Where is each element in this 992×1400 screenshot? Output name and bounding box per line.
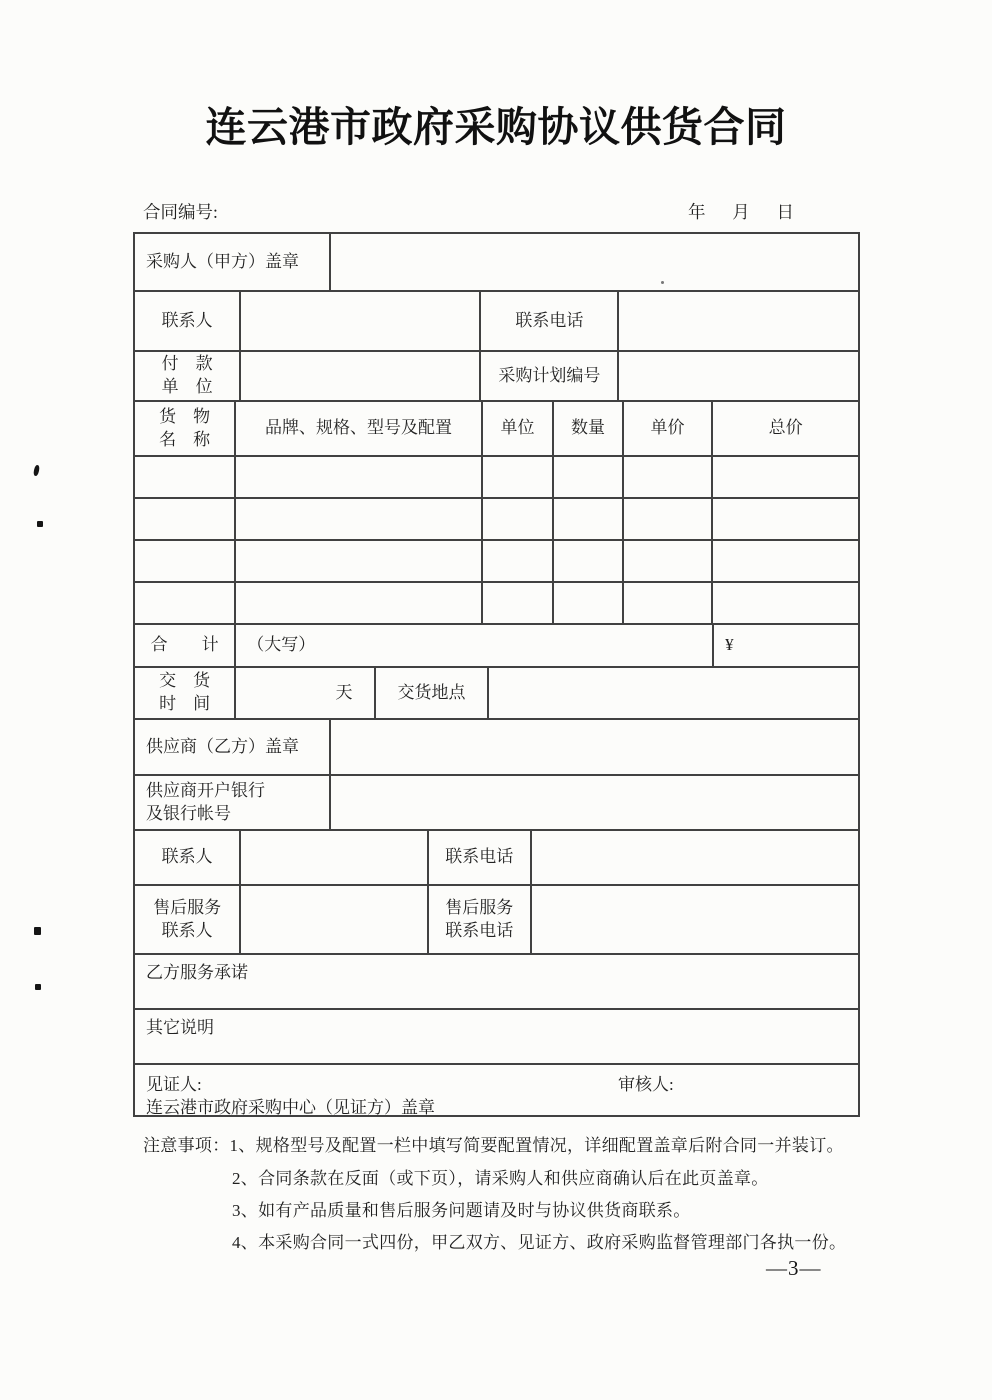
contact-phone-label: 联系电话 bbox=[481, 292, 619, 350]
qty-cell bbox=[554, 499, 623, 539]
goods-row bbox=[135, 499, 858, 541]
supplier-phone-label: 联系电话 bbox=[429, 831, 532, 884]
sum-caps-field: （大写） bbox=[236, 625, 714, 666]
purchaser-contact-row bbox=[135, 292, 858, 352]
purchaser-seal-row bbox=[135, 234, 858, 292]
other-notes-label: 其它说明 bbox=[146, 1018, 214, 1037]
contact-label: 联系人 bbox=[135, 292, 241, 350]
goods-row bbox=[135, 583, 858, 625]
goods-name-cell bbox=[135, 583, 236, 623]
supplier-bank-row bbox=[135, 776, 858, 831]
contract-form-table bbox=[133, 232, 860, 1117]
note-item-3: 3、如有产品质量和售后服务问题请及时与协议供货商联系。 bbox=[232, 1201, 691, 1220]
supplier-contact-field bbox=[241, 831, 428, 884]
spec-header: 品牌、规格、型号及配置 bbox=[236, 402, 483, 455]
goods-name-cell bbox=[135, 457, 236, 497]
qty-cell bbox=[554, 583, 623, 623]
unit-price-cell bbox=[624, 583, 714, 623]
other-notes-row bbox=[135, 1010, 858, 1065]
note-item-2: 2、合同条款在反面（或下页），请采购人和供应商确认后在此页盖章。 bbox=[232, 1169, 769, 1188]
payer-field bbox=[241, 352, 481, 400]
goods-row bbox=[135, 541, 858, 583]
unit-cell bbox=[483, 541, 555, 581]
delivery-row bbox=[135, 668, 858, 720]
after-sales-contact-field bbox=[241, 886, 428, 953]
reviewer-label: 审核人: bbox=[618, 1075, 674, 1094]
after-sales-row bbox=[135, 886, 858, 955]
supplier-seal-field bbox=[331, 720, 858, 774]
scan-mark bbox=[33, 465, 40, 477]
scan-mark bbox=[35, 984, 41, 990]
unit-price-cell bbox=[624, 499, 714, 539]
purchaser-seal-field bbox=[331, 234, 858, 290]
delivery-time-label: 交 货 时 间 bbox=[135, 668, 236, 718]
total-price-cell bbox=[713, 583, 858, 623]
total-price-cell bbox=[713, 499, 858, 539]
spec-cell bbox=[236, 541, 483, 581]
after-sales-phone-label: 售后服务 联系电话 bbox=[429, 886, 532, 953]
witness-label: 见证人: bbox=[146, 1075, 202, 1094]
note-item-4: 4、本采购合同一式四份，甲乙双方、见证方、政府采购监督管理部门各执一份。 bbox=[232, 1233, 847, 1252]
total-price-cell bbox=[713, 541, 858, 581]
witness-cell bbox=[135, 1065, 858, 1115]
spec-cell bbox=[236, 499, 483, 539]
document-title: 连云港市政府采购协议供货合同 bbox=[205, 104, 787, 150]
unit-cell bbox=[483, 583, 555, 623]
unit-price-cell bbox=[624, 457, 714, 497]
date-month-label: 月 bbox=[732, 202, 750, 222]
unit-price-cell bbox=[624, 541, 714, 581]
unit-cell bbox=[483, 457, 555, 497]
qty-header: 数量 bbox=[554, 402, 623, 455]
delivery-days-field: 天 bbox=[236, 668, 376, 718]
date-day-label: 日 bbox=[776, 202, 794, 222]
after-sales-phone-field bbox=[532, 886, 858, 953]
goods-header-row bbox=[135, 402, 858, 457]
service-promise-row bbox=[135, 955, 858, 1010]
supplier-contact-row bbox=[135, 831, 858, 886]
witness-row bbox=[135, 1065, 858, 1115]
qty-cell bbox=[554, 541, 623, 581]
supplier-phone-field bbox=[532, 831, 858, 884]
sum-row bbox=[135, 625, 858, 668]
note-item-1: 注意事项：1、规格型号及配置一栏中填写简要配置情况，详细配置盖章后附合同一并装订。 bbox=[143, 1136, 844, 1155]
scan-mark bbox=[37, 521, 43, 527]
page-number: —3— bbox=[766, 1256, 822, 1280]
total-price-header: 总价 bbox=[768, 418, 803, 438]
delivery-place-field bbox=[489, 668, 858, 718]
date-line bbox=[688, 199, 794, 224]
scan-mark bbox=[34, 927, 41, 935]
contact-field bbox=[241, 292, 481, 350]
date-year-label: 年 bbox=[688, 202, 706, 222]
supplier-bank-label: 供应商开户银行 及银行帐号 bbox=[135, 776, 331, 829]
service-promise-label: 乙方服务承诺 bbox=[146, 963, 248, 982]
unit-price-header: 单价 bbox=[624, 402, 714, 455]
goods-row bbox=[135, 457, 858, 499]
goods-name-cell bbox=[135, 499, 236, 539]
goods-name-header: 货 物 名 称 bbox=[135, 402, 236, 455]
qty-cell bbox=[554, 457, 623, 497]
supplier-bank-field bbox=[331, 776, 858, 829]
witness-line bbox=[146, 1070, 858, 1093]
payer-row bbox=[135, 352, 858, 402]
sum-label: 合 计 bbox=[135, 625, 236, 666]
delivery-place-label: 交货地点 bbox=[376, 668, 488, 718]
plan-no-field bbox=[619, 352, 858, 400]
contact-phone-field bbox=[619, 292, 858, 350]
payer-label: 付 款 单 位 bbox=[135, 352, 241, 400]
scan-mark bbox=[661, 281, 664, 284]
supplier-seal-label: 供应商（乙方）盖章 bbox=[135, 720, 331, 774]
after-sales-contact-label: 售后服务 联系人 bbox=[135, 886, 241, 953]
total-price-cell bbox=[713, 457, 858, 497]
purchaser-seal-label: 采购人（甲方）盖章 bbox=[135, 234, 331, 290]
goods-name-cell bbox=[135, 541, 236, 581]
witness-seal-label: 连云港市政府采购中心（见证方）盖章 bbox=[146, 1098, 435, 1117]
spec-cell bbox=[236, 457, 483, 497]
plan-no-label: 采购计划编号 bbox=[481, 352, 619, 400]
supplier-seal-row bbox=[135, 720, 858, 776]
unit-cell bbox=[483, 499, 555, 539]
spec-cell bbox=[236, 583, 483, 623]
unit-header: 单位 bbox=[483, 402, 555, 455]
sum-amount-field: ¥ bbox=[725, 635, 734, 655]
supplier-contact-label: 联系人 bbox=[135, 831, 241, 884]
contract-number-label: 合同编号: bbox=[143, 202, 218, 222]
